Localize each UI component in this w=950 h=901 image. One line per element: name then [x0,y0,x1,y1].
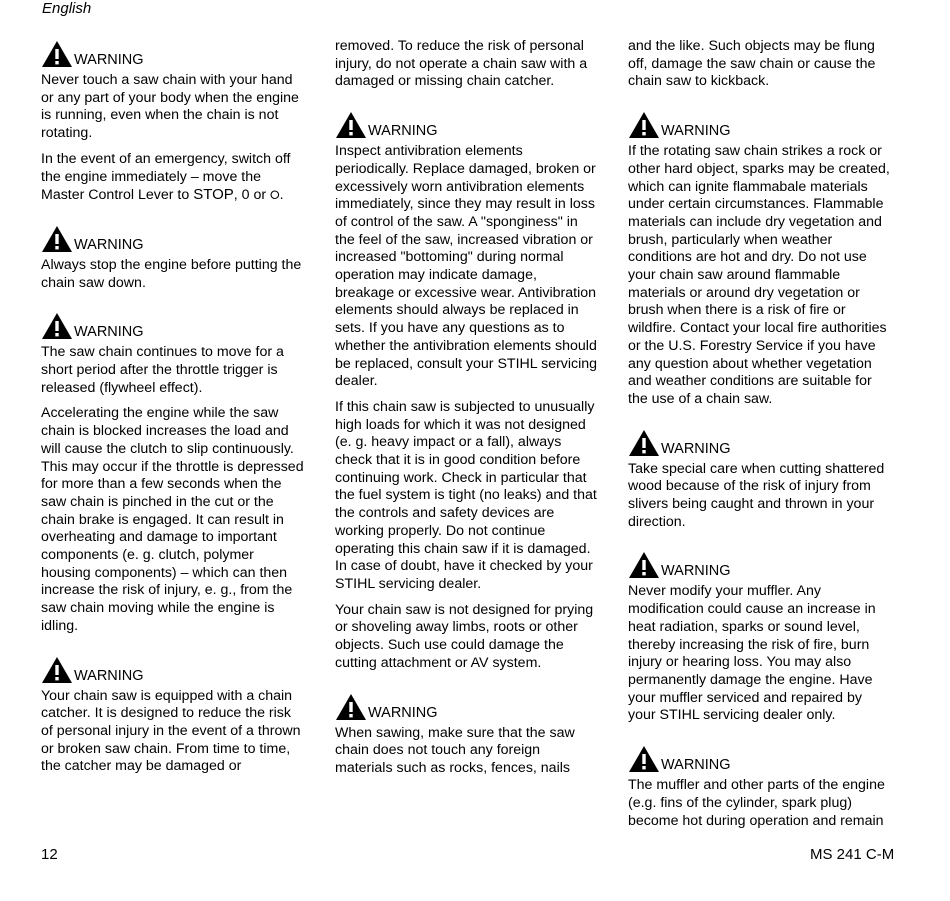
warning-heading [41,38,305,68]
warning-heading [335,109,599,139]
warning-heading [41,223,305,253]
column-1 [41,38,305,784]
warning-triangle-icon [41,312,73,340]
paragraph: Take special care when cutting shattered wood because of the risk of injury from slivers being caught and thrown in your direction. [628,460,885,530]
warning-heading [628,109,892,139]
paragraph: When sawing, make sure that the saw chain does not touch any foreign materials such as rocks, fences, nails [335,724,575,776]
warning-heading [628,743,892,773]
warning-heading [628,549,892,579]
warning-label: WARNING [74,667,144,684]
paragraph: Your chain saw is equipped with a chain catcher. It is designed to reduce the risk of personal injury in the event of a thrown or broken saw chain. From time to time, the catcher may be damaged or [41,687,301,775]
paragraph: Inspect antivibration elements periodically. Replace damaged, broken or excessively worn antivibration elements immediately, since they may result in loss of control of the saw. A "sponginess" in the feel of the saw, increased vibration or increased "bottoming" during normal operation may indicate damage, breakage or excessive wear. Antivibration elements should always be replaced in sets. If you have any questions as to whether the antivibration elements should be replaced, consult your STIHL servicing dealer. [335,143,598,390]
paragraph: If the rotating saw chain strikes a rock or other hard object, sparks may be created, which can ignite flammabale materials under certain circumstances. Flammable materials can include dry vegetation and brush, particularly when weather conditions are hot and dry. Do not use your chain saw around flammable materials or around dry vegetation or brush when there is a risk of fire or wildfire. Contact your local fire authorities or the U.S. Forestry Service if you have any question about whether vegetation and weather conditions are suitable for the use of a chain saw. [628,143,890,407]
stop-symbol-icon: ⭘ [270,188,280,203]
warning-label: WARNING [368,704,438,721]
paragraph: If this chain saw is subjected to unusually high loads for which it was not designed (e. g. heavy impact or a fall), always check that it is in good condition before continuing work. Check in particular that the fuel system is tight (no leaks) and that the controls and safety devices are working properly. Do not continue operating this chain saw if it is damaged. In case of doubt, have it checked by your STIHL servicing dealer. [335,398,597,592]
paragraph: Never modify your muffler. Any modification could cause an increase in heat radiation, sparks or sound level, thereby increasing the risk of fire, burn injury or hearing loss. You may also permanently damage the engine. Have your muffler serviced and repaired by your STIHL servicing dealer only. [628,583,876,724]
warning-heading [41,310,305,340]
paragraph: removed. To reduce the risk of personal injury, do not operate a chain saw with a damaged or missing chain catcher. [335,38,588,90]
warning-heading [41,654,305,684]
warning-heading [335,691,599,721]
model-label: MS 241 C-M [810,846,895,863]
language-label: English [42,0,92,17]
warning-triangle-icon [41,40,73,68]
warning-triangle-icon [628,111,660,139]
paragraph: Never touch a saw chain with your hand or any part of your body when the engine is running, even when the chain is not rotating. [41,72,299,142]
paragraph: The muffler and other parts of the engine (e.g. fins of the cylinder, spark plug) become hot during operation and remain [628,777,885,829]
warning-heading [628,427,892,457]
column-2 [335,38,599,786]
warning-label: WARNING [74,52,144,68]
paragraph: The saw chain continues to move for a short period after the throttle trigger is released (flywheel effect). [41,344,284,396]
stop-label: STOP [193,186,234,204]
warning-triangle-icon [41,656,73,684]
warning-label: WARNING [74,324,144,341]
warning-label: WARNING [368,123,438,140]
warning-triangle-icon [335,693,367,721]
warning-label: WARNING [661,563,731,580]
warning-triangle-icon [628,551,660,579]
zero-label: 0 [241,187,250,204]
warning-triangle-icon [628,745,660,773]
paragraph: Always stop the engine before putting the chain saw down. [41,256,302,291]
paragraph: In the event of an emergency, switch off the engine immediately – move the Master Control Lever to STOP, 0 or ⭘. [41,150,291,204]
column-3 [628,38,892,838]
page-number: 12 [41,846,58,863]
paragraph: Accelerating the engine while the saw chain is blocked increases the load and will cause the clutch to slip continuously. This may occur if the throttle is depressed for more than a few seconds when the saw chain is pinched in the cut or the chain brake is engaged. It can result in overheating and damage to important components (e. g. clutch, polymer housing components) – which can then increase the risk of injury, e. g., from the saw chain moving while the engine is idling. [41,405,304,634]
warning-triangle-icon [41,225,73,253]
warning-triangle-icon [335,111,367,139]
warning-label: WARNING [74,236,144,253]
warning-triangle-icon [628,429,660,457]
paragraph: Your chain saw is not designed for prying or shoveling away limbs, roots or other objects. Such use could damage the cutting attachment or AV system. [335,601,594,671]
warning-label: WARNING [661,123,731,140]
paragraph: and the like. Such objects may be flung off, damage the saw chain or cause the chain saw to kickback. [628,38,876,90]
warning-label: WARNING [661,757,731,774]
warning-label: WARNING [661,440,731,457]
